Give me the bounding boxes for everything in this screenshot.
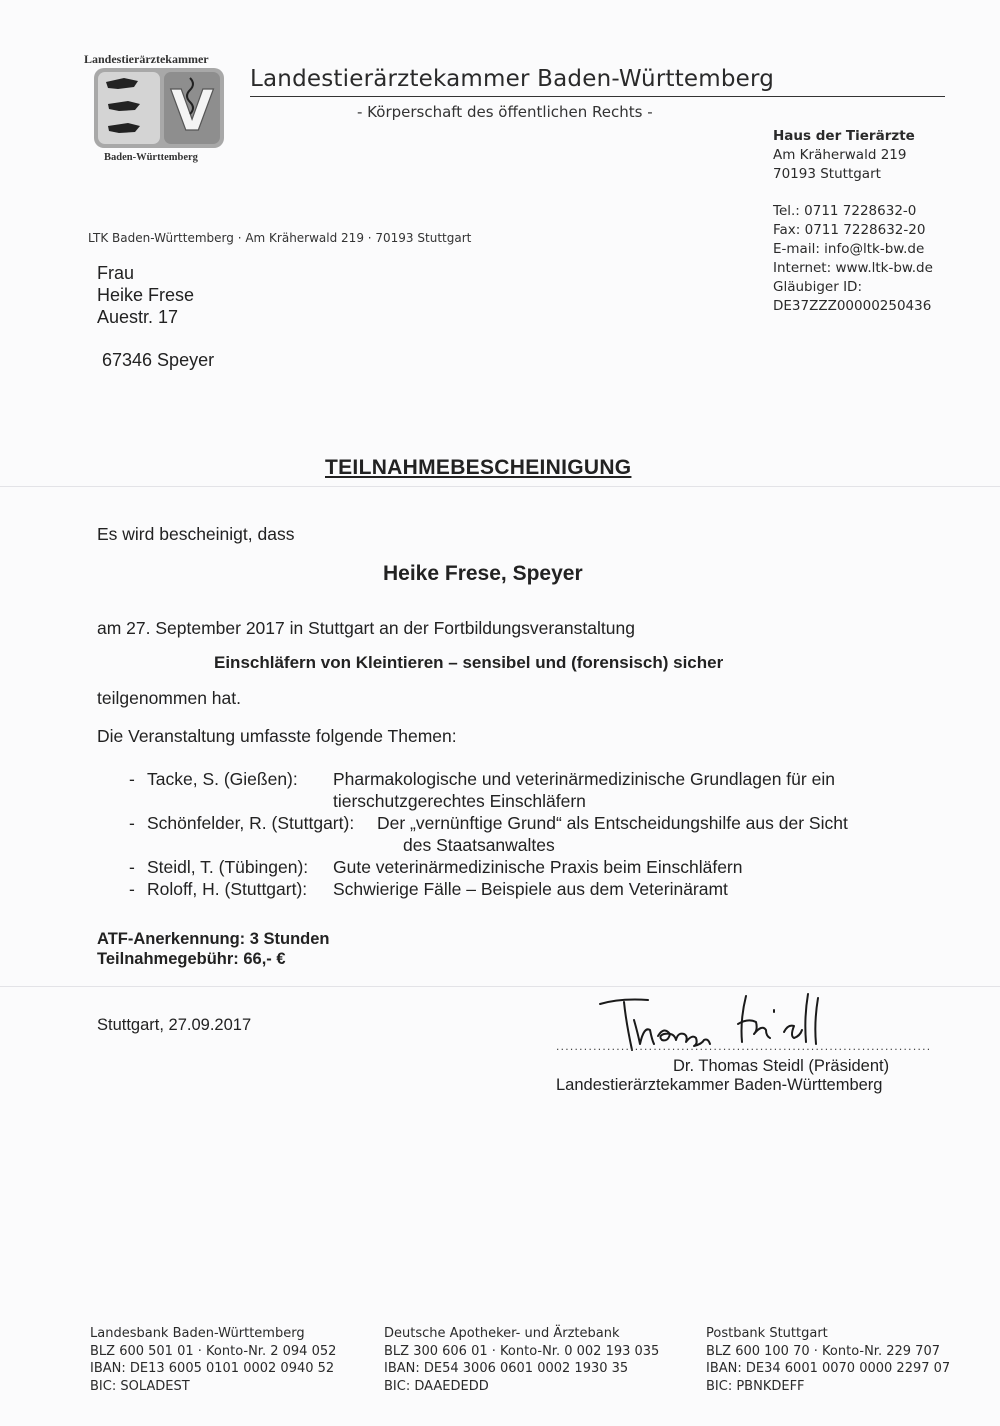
participation-fee: Teilnahmegebühr: 66,- € — [97, 950, 286, 968]
contact-fax: Fax: 0711 7228632-20 — [773, 222, 926, 238]
topic-bullet: - — [129, 857, 135, 877]
topic-speaker: Tacke, S. (Gießen): — [147, 769, 298, 789]
signer-organisation: Landestierärztekammer Baden-Württemberg — [556, 1076, 883, 1094]
bank-iban: IBAN: DE34 6001 0070 0000 2297 07 — [706, 1361, 951, 1376]
topics-intro: Die Veranstaltung umfasste folgende Themen: — [97, 726, 457, 746]
topic-bullet: - — [129, 813, 135, 833]
topic-bullet: - — [129, 769, 135, 789]
bank-name: Landesbank Baden-Württemberg — [90, 1326, 305, 1341]
topic-title: Schwierige Fälle – Beispiele aus dem Veterinäramt — [333, 879, 728, 899]
bank-details-1 — [90, 1325, 336, 1395]
header-rule — [250, 96, 945, 97]
topic-bullet: - — [129, 879, 135, 899]
topic-title: Gute veterinärmedizinische Praxis beim Einschläfern — [333, 857, 743, 877]
topic-speaker: Steidl, T. (Tübingen): — [147, 857, 309, 877]
contact-website: Internet: www.ltk-bw.de — [773, 260, 933, 276]
contact-phone: Tel.: 0711 7228632-0 — [773, 203, 917, 219]
bank-bic: BIC: SOLADEST — [90, 1378, 190, 1394]
contact-street: Am Kräherwald 219 — [773, 147, 907, 163]
topic-title: Der „vernünftige Grund“ als Entscheidungshilfe aus der Sicht — [377, 813, 848, 833]
bank-details-2 — [384, 1325, 659, 1395]
contact-city: 70193 Stuttgart — [773, 166, 881, 182]
creditor-id-label: Gläubiger ID: — [773, 279, 863, 295]
contact-email: E-mail: info@ltk-bw.de — [773, 241, 925, 257]
intro-text: Es wird bescheinigt, dass — [97, 524, 295, 544]
creditor-id: DE37ZZZ00000250436 — [773, 298, 932, 314]
ltk-logo-emblem — [94, 68, 224, 148]
place-date: Stuttgart, 27.09.2017 — [97, 1016, 252, 1034]
fold-line-upper — [0, 486, 1000, 487]
document-heading: TEILNAHMEBESCHEINIGUNG — [325, 456, 632, 479]
logo-v-letter: V — [170, 79, 214, 144]
topic-title-cont: tierschutzgerechtes Einschläfern — [333, 791, 586, 811]
org-subtitle: - Körperschaft des öffentlichen Rechts - — [357, 103, 653, 121]
recipient-city: 67346 Speyer — [102, 350, 215, 370]
event-title: Einschläfern von Kleintieren – sensibel und (forensisch) sicher — [214, 653, 724, 672]
bank-blz: BLZ 600 501 01 · Konto-Nr. 2 094 052 — [90, 1343, 337, 1359]
fold-line-lower — [0, 986, 1000, 987]
atf-credit: ATF-Anerkennung: 3 Stunden — [97, 930, 330, 948]
topic-speaker: Schönfelder, R. (Stuttgart): — [147, 813, 355, 833]
bank-name: Deutsche Apotheker- und Ärztebank — [384, 1326, 620, 1341]
topic-title-cont: des Staatsanwaltes — [403, 835, 555, 855]
bank-iban: IBAN: DE54 3006 0601 0002 1930 35 — [384, 1361, 629, 1376]
bank-details-3 — [706, 1325, 950, 1395]
contact-building: Haus der Tierärzte — [773, 128, 915, 144]
signature-line: ................................................................................. — [556, 1039, 932, 1053]
sender-line: LTK Baden-Württemberg · Am Kräherwald 219 · 70193 Stuttgart — [88, 231, 472, 245]
logo-bottom-text: Baden-Württemberg — [104, 152, 198, 163]
topic-title: Pharmakologische und veterinärmedizinische Grundlagen für ein — [333, 769, 835, 789]
org-title: Landestierärztekammer Baden-Württemberg — [250, 66, 775, 92]
bank-bic: BIC: DAAEDEDD — [384, 1378, 489, 1394]
logo-top-text: Landestierärztekammer — [84, 52, 209, 66]
recipient-salutation: Frau — [97, 263, 135, 283]
signer-name: Dr. Thomas Steidl (Präsident) — [673, 1057, 890, 1075]
bank-iban: IBAN: DE13 6005 0101 0002 0940 52 — [90, 1361, 335, 1376]
participant-name: Heike Frese, Speyer — [383, 562, 583, 585]
topic-speaker: Roloff, H. (Stuttgart): — [147, 879, 308, 899]
bank-blz: BLZ 300 606 01 · Konto-Nr. 0 002 193 035 — [384, 1343, 660, 1359]
event-date-line: am 27. September 2017 in Stuttgart an der Fortbildungsveranstaltung — [97, 618, 635, 638]
participated-text: teilgenommen hat. — [97, 688, 241, 708]
bank-blz: BLZ 600 100 70 · Konto-Nr. 229 707 — [706, 1343, 940, 1359]
recipient-street: Auestr. 17 — [97, 307, 179, 327]
bank-name: Postbank Stuttgart — [706, 1326, 828, 1341]
recipient-name: Heike Frese — [97, 285, 195, 305]
bank-bic: BIC: PBNKDEFF — [706, 1378, 805, 1394]
